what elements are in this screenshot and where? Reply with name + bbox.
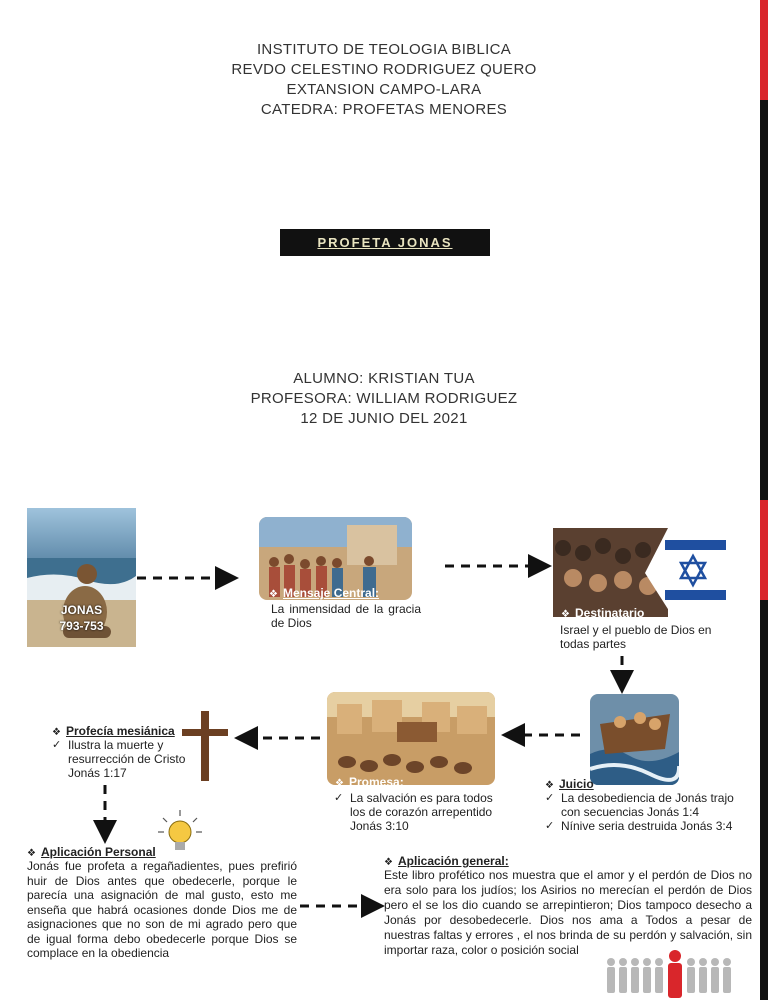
diamond-bullet-icon: ❖	[545, 780, 554, 791]
promesa-title: Promesa:	[349, 775, 404, 785]
destinatario-text: Israel y el pueblo de Dios en todas partes	[560, 623, 712, 651]
header-line-1: INSTITUTO DE TEOLOGIA BIBLICA	[256, 41, 512, 58]
diamond-bullet-icon: ❖	[52, 727, 61, 738]
student-name: ALUMNO: KRISTIAN TUA	[293, 370, 475, 387]
profecia-title: Profecía mesiánica	[66, 724, 175, 738]
personal-text: Jonás fue profeta a regañadientes, pues prefirió huir de Dios antes que obedecerle, porque le parecía una asignación de mal gusto, esto me enseña que habrá ocasiones donde Dios me de asignaciones que no son de mi agrado pero que de igual forma debo obedecerle porque Dios se complace en la obediencia	[27, 859, 297, 960]
header-line-4: CATEDRA: PROFETAS MENORES	[260, 101, 508, 118]
diamond-bullet-icon: ❖	[384, 857, 393, 868]
general-text: Este libro profético nos muestra que el amor y el perdón de Dios no era solo para los judíos; los Asirios no merecían el perdón de Dios pero el se los dio cuando se arrepintieron; Dios tampoco desecho a Jonás por desobedecerle. Dios nos ama a Todos a pesar de nuestras faltas y errores , el nos brinda de su perdón y salvación, sin importar raza, color o posición social	[384, 868, 752, 957]
header-line-2: REVDO CELESTINO RODRIGUEZ QUERO	[231, 61, 537, 78]
juicio-title: Juicio	[559, 777, 594, 791]
destinatario-title: Destinatario	[575, 606, 645, 617]
list-item: ✓ La desobediencia de Jonás trajo con secuencias Jonás 1:4	[545, 791, 755, 819]
mensaje-title: Mensaje Central:	[283, 586, 380, 600]
date: 12 DE JUNIO DEL 2021	[300, 410, 468, 427]
diamond-bullet-icon: ❖	[269, 589, 278, 600]
list-item: ✓ La salvación es para todos los de corazón arrepentido Jonás 3:10	[334, 791, 494, 833]
diamond-bullet-icon: ❖	[335, 778, 344, 785]
list-item: ✓ Nínive seria destruida Jonás 3:4	[545, 819, 755, 833]
header-line-3: EXTANSION CAMPO-LARA	[286, 81, 482, 98]
page-title: PROFETA JONAS	[280, 229, 490, 256]
mensaje-text: La inmensidad de la gracia de Dios	[271, 602, 421, 630]
general-title: Aplicación general:	[398, 854, 509, 868]
diamond-bullet-icon: ❖	[561, 609, 570, 617]
list-item: ✓ Ilustra la muerte y resurrección de Cristo Jonás 1:17	[52, 738, 212, 780]
jonas-years: 793-753	[59, 619, 104, 633]
diamond-bullet-icon: ❖	[27, 848, 36, 859]
personal-title: Aplicación Personal	[41, 845, 156, 859]
jonas-name: JONAS	[60, 603, 103, 617]
teacher-name: PROFESORA: WILLIAM RODRIGUEZ	[250, 390, 518, 407]
